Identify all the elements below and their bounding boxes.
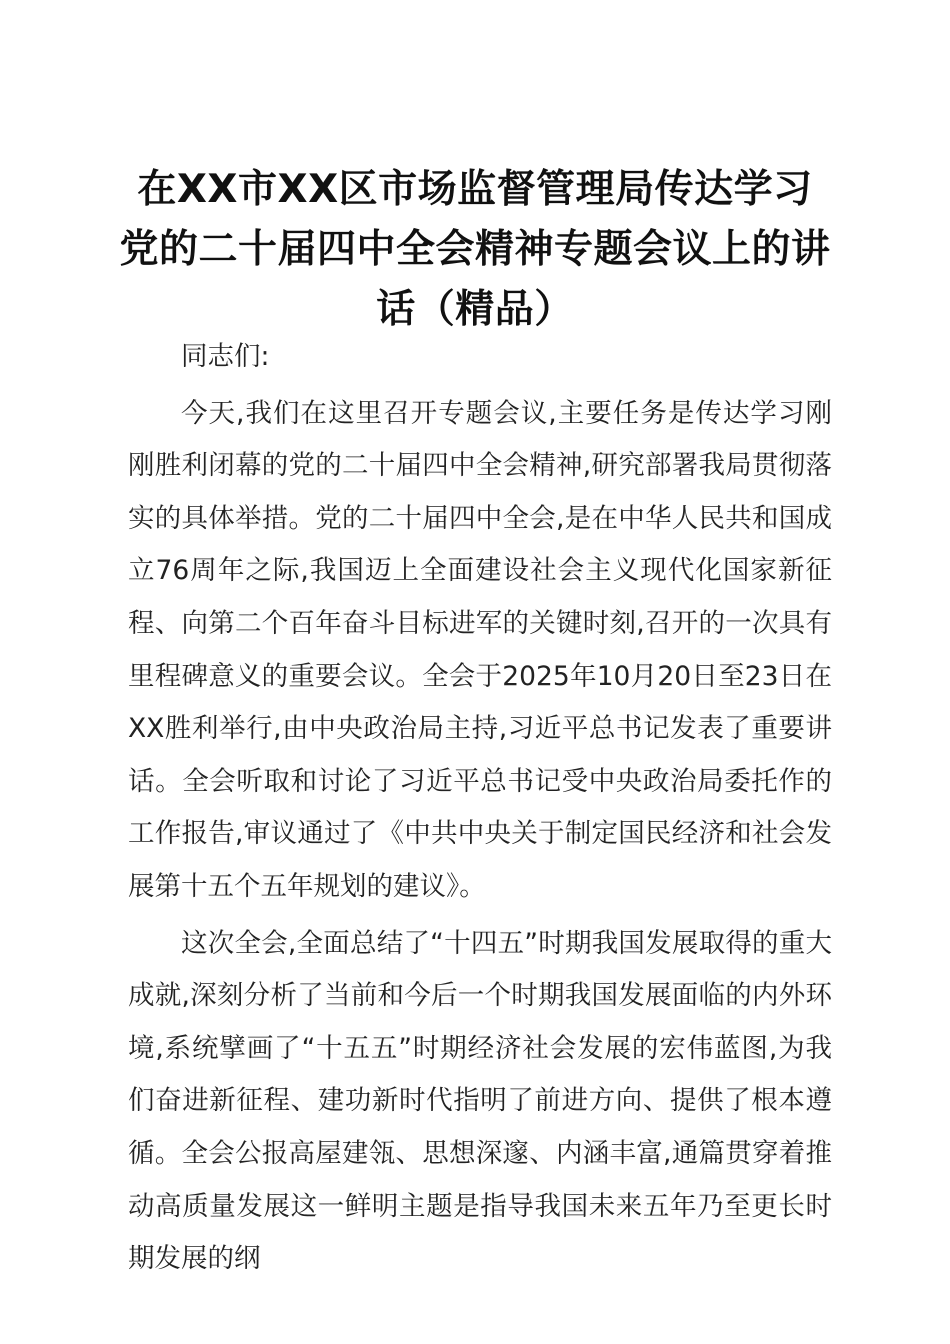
document-title: 在XX市XX区市场监督管理局传达学习党的二十届四中全会精神专题会议上的讲话（精品） <box>119 167 831 332</box>
body-paragraph-1: 今天,我们在这里召开专题会议,主要任务是传达学习刚刚胜利闭幕的党的二十届四中全会精神,研究部署我局贯彻落实的具体举措。党的二十届四中全会,是在中华人民共和国成立76周年之际,我国迈上全面建设社会主义现代化国家新征程、向第二个百年奋斗目标进军的关键时刻,召开的一次具有里程碑意义的重要会议。全会于2025年10月20日至23日在XX胜利举行,由中央政治局主持,习近平总书记发表了重要讲话。全会听取和讨论了习近平总书记受中央政治局委托作的工作报告,审议通过了《中共中央关于制定国民经济和社会发展第十五个五年规划的建议》。 <box>128 397 832 902</box>
body-paragraph-2: 这次全会,全面总结了“十四五”时期我国发展取得的重大成就,深刻分析了当前和今后一个时期我国发展面临的内外环境,系统擘画了“十五五”时期经济社会发展的宏伟蓝图,为我们奋进新征程、建功新时代指明了前进方向、提供了根本遵循。全会公报高屋建瓴、思想深邃、内涵丰富,通篇贯穿着推动高质量发展这一鲜明主题是指导我国未来五年乃至更长时期发展的纲 <box>128 927 832 1275</box>
document-body <box>128 331 832 1286</box>
greeting: 同志们: <box>181 341 270 372</box>
